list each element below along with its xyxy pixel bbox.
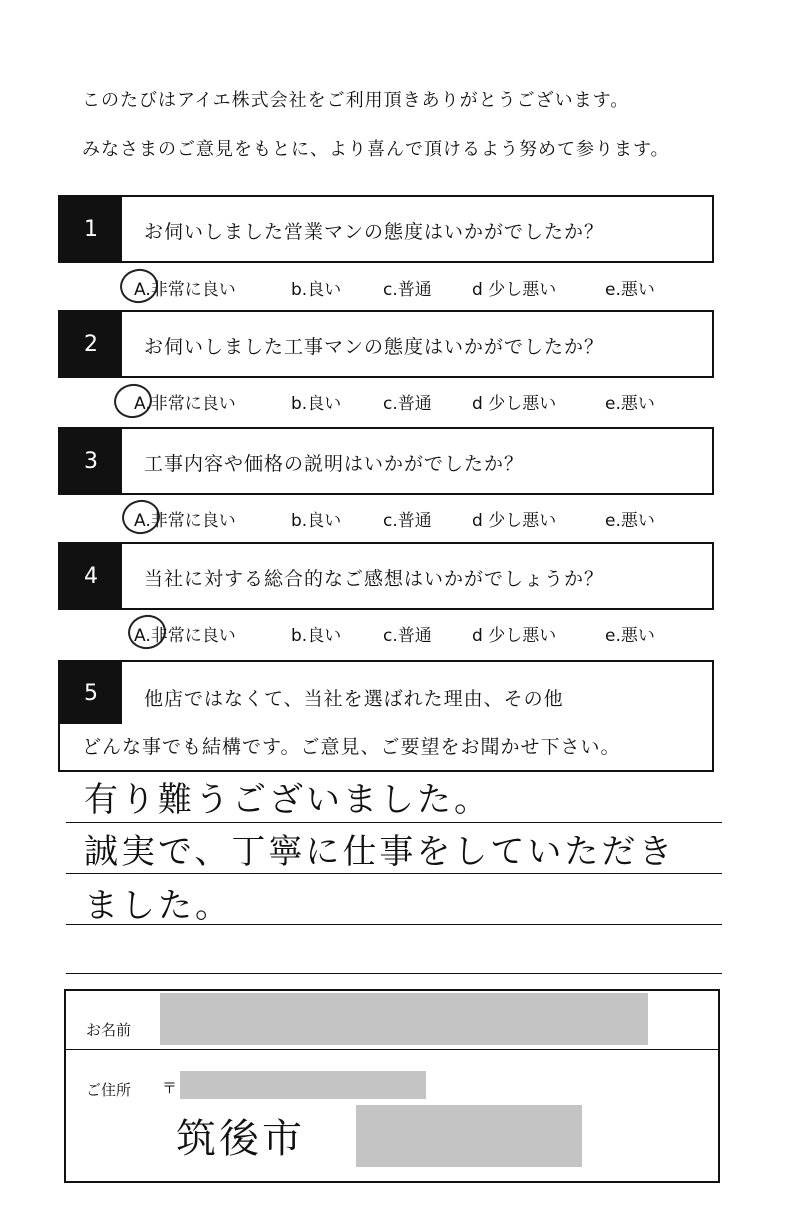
name-label: お名前 bbox=[86, 1021, 132, 1039]
option-d[interactable]: d 少し悪い bbox=[472, 626, 557, 646]
intro-line-2: みなさまのご意見をもとに、より喜んで頂けるよう努めて参ります。 bbox=[82, 139, 670, 160]
option-e[interactable]: e.悪い bbox=[605, 626, 655, 646]
intro-line-1: このたびはアイエ株式会社をご利用頂きありがとうございます。 bbox=[82, 90, 630, 111]
option-e[interactable]: e.悪い bbox=[605, 394, 655, 414]
comment-rule bbox=[66, 924, 722, 925]
comment-rule bbox=[66, 822, 722, 823]
question-3-text: 工事内容や価格の説明はいかがでしたか？ bbox=[144, 453, 525, 475]
comment-line-3: ました。 bbox=[84, 886, 232, 926]
option-c[interactable]: c.普通 bbox=[383, 626, 432, 646]
option-a[interactable]: A.非常に良い bbox=[134, 394, 236, 414]
option-c[interactable]: c.普通 bbox=[383, 511, 432, 531]
question-2-text: お伺いしました工事マンの態度はいかがでしたか？ bbox=[144, 336, 605, 358]
info-divider bbox=[66, 1049, 718, 1050]
comment-line-1: 有り難うございました。 bbox=[84, 780, 491, 820]
option-d[interactable]: d 少し悪い bbox=[472, 394, 557, 414]
question-4-number: 4 bbox=[60, 544, 122, 608]
question-2-number: 2 bbox=[60, 312, 122, 376]
question-4-box bbox=[58, 542, 714, 610]
address-handwritten: 筑後市 bbox=[176, 1116, 305, 1162]
question-3-box bbox=[58, 427, 714, 495]
option-c[interactable]: c.普通 bbox=[383, 280, 432, 300]
question-5-box bbox=[58, 660, 714, 772]
comment-rule bbox=[66, 973, 722, 974]
option-a[interactable]: A.非常に良い bbox=[134, 626, 236, 646]
option-a[interactable]: A.非常に良い bbox=[134, 511, 236, 531]
option-d[interactable]: d 少し悪い bbox=[472, 511, 557, 531]
question-1-number: 1 bbox=[60, 197, 122, 261]
question-4-text: 当社に対する総合的なご感想はいかがでしょうか？ bbox=[144, 568, 605, 590]
option-c[interactable]: c.普通 bbox=[383, 394, 432, 414]
redacted-name bbox=[160, 993, 648, 1045]
question-3-number: 3 bbox=[60, 429, 122, 493]
comment-line-2: 誠実で、丁寧に仕事をしていただき bbox=[84, 832, 676, 872]
question-5-text: 他店ではなくて、当社を選ばれた理由、その他 bbox=[144, 688, 564, 710]
option-b[interactable]: b.良い bbox=[291, 394, 342, 414]
question-2-box bbox=[58, 310, 714, 378]
option-b[interactable]: b.良い bbox=[291, 280, 342, 300]
redacted-address bbox=[356, 1105, 582, 1167]
comment-rule bbox=[66, 873, 722, 874]
option-e[interactable]: e.悪い bbox=[605, 280, 655, 300]
address-label: ご住所 bbox=[86, 1081, 132, 1099]
option-a[interactable]: A.非常に良い bbox=[134, 280, 236, 300]
option-d[interactable]: d 少し悪い bbox=[472, 280, 557, 300]
question-1-text: お伺いしました営業マンの態度はいかがでしたか？ bbox=[144, 221, 605, 243]
customer-info-box bbox=[64, 989, 720, 1183]
question-1-box bbox=[58, 195, 714, 263]
postal-mark: 〒 bbox=[162, 1079, 178, 1097]
question-5-number: 5 bbox=[60, 662, 122, 724]
option-b[interactable]: b.良い bbox=[291, 511, 342, 531]
option-e[interactable]: e.悪い bbox=[605, 511, 655, 531]
option-b[interactable]: b.良い bbox=[291, 626, 342, 646]
redacted-postal-code bbox=[180, 1071, 426, 1099]
question-5-text-2: どんな事でも結構です。ご意見、ご要望をお聞かせ下さい。 bbox=[82, 736, 621, 758]
